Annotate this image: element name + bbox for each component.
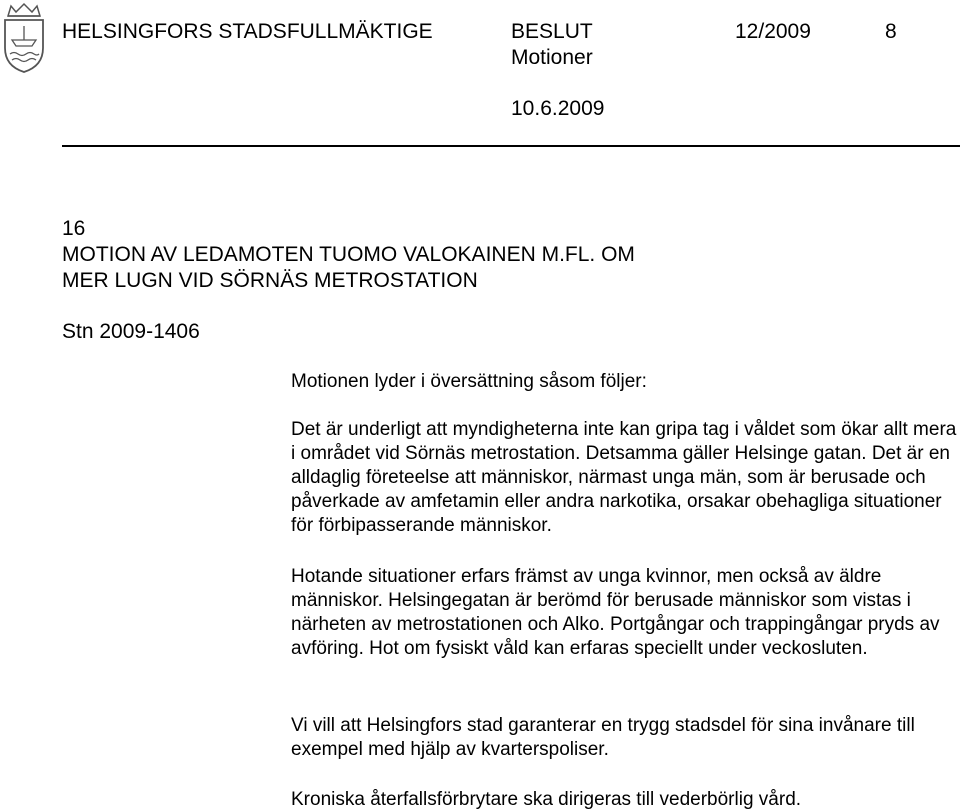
page-number: 8 [885,20,897,43]
helsinki-crest-logo [2,2,46,74]
item-number: 16 [62,217,86,240]
item-title-line-1: MOTION AV LEDAMOTEN TUOMO VALOKAINEN M.FL. OM [62,243,635,266]
organization-name: HELSINGFORS STADSFULLMÄKTIGE [62,20,433,43]
header-divider [62,145,960,147]
body-intro: Motionen lyder i översättning såsom följer: [291,371,647,392]
body-paragraph: Vi vill att Helsingfors stad garanterar en trygg stadsdel för sina invånare till exempel med hjälp av kvarterspoliser. [291,715,915,760]
section-name: Motioner [511,46,593,69]
body-paragraph: Kroniska återfallsförbrytare ska dirigeras till vederbörlig vård. [291,789,802,810]
item-title-line-2: MER LUGN VID SÖRNÄS METROSTATION [62,269,478,292]
document-date: 10.6.2009 [511,97,605,120]
document-type: BESLUT [511,20,593,43]
body-paragraph: Hotande situationer erfars främst av unga kvinnor, men också av äldre människor. Helsingegatan är berömd för berusade människor som vistas i närheten av metrostationen och Alko. Portgångar och trappingångar pryds av avföring. Hot om fysiskt våld kan erfaras speciellt under veckosluten. [291,566,940,659]
body-paragraph: Det är underligt att myndigheterna inte kan gripa tag i våldet som ökar allt mera i området vid Sörnäs metrostation. Detsamma gäller Helsinge gatan. Det är en alldaglig företeelse att människor, närmast unga män, som är berusade och påverkade av amfetamin eller andra narkotika, orsakar obehagliga situationer för förbipasserande människor. [291,419,957,536]
item-reference: Stn 2009-1406 [62,320,200,343]
document-number: 12/2009 [735,20,811,43]
